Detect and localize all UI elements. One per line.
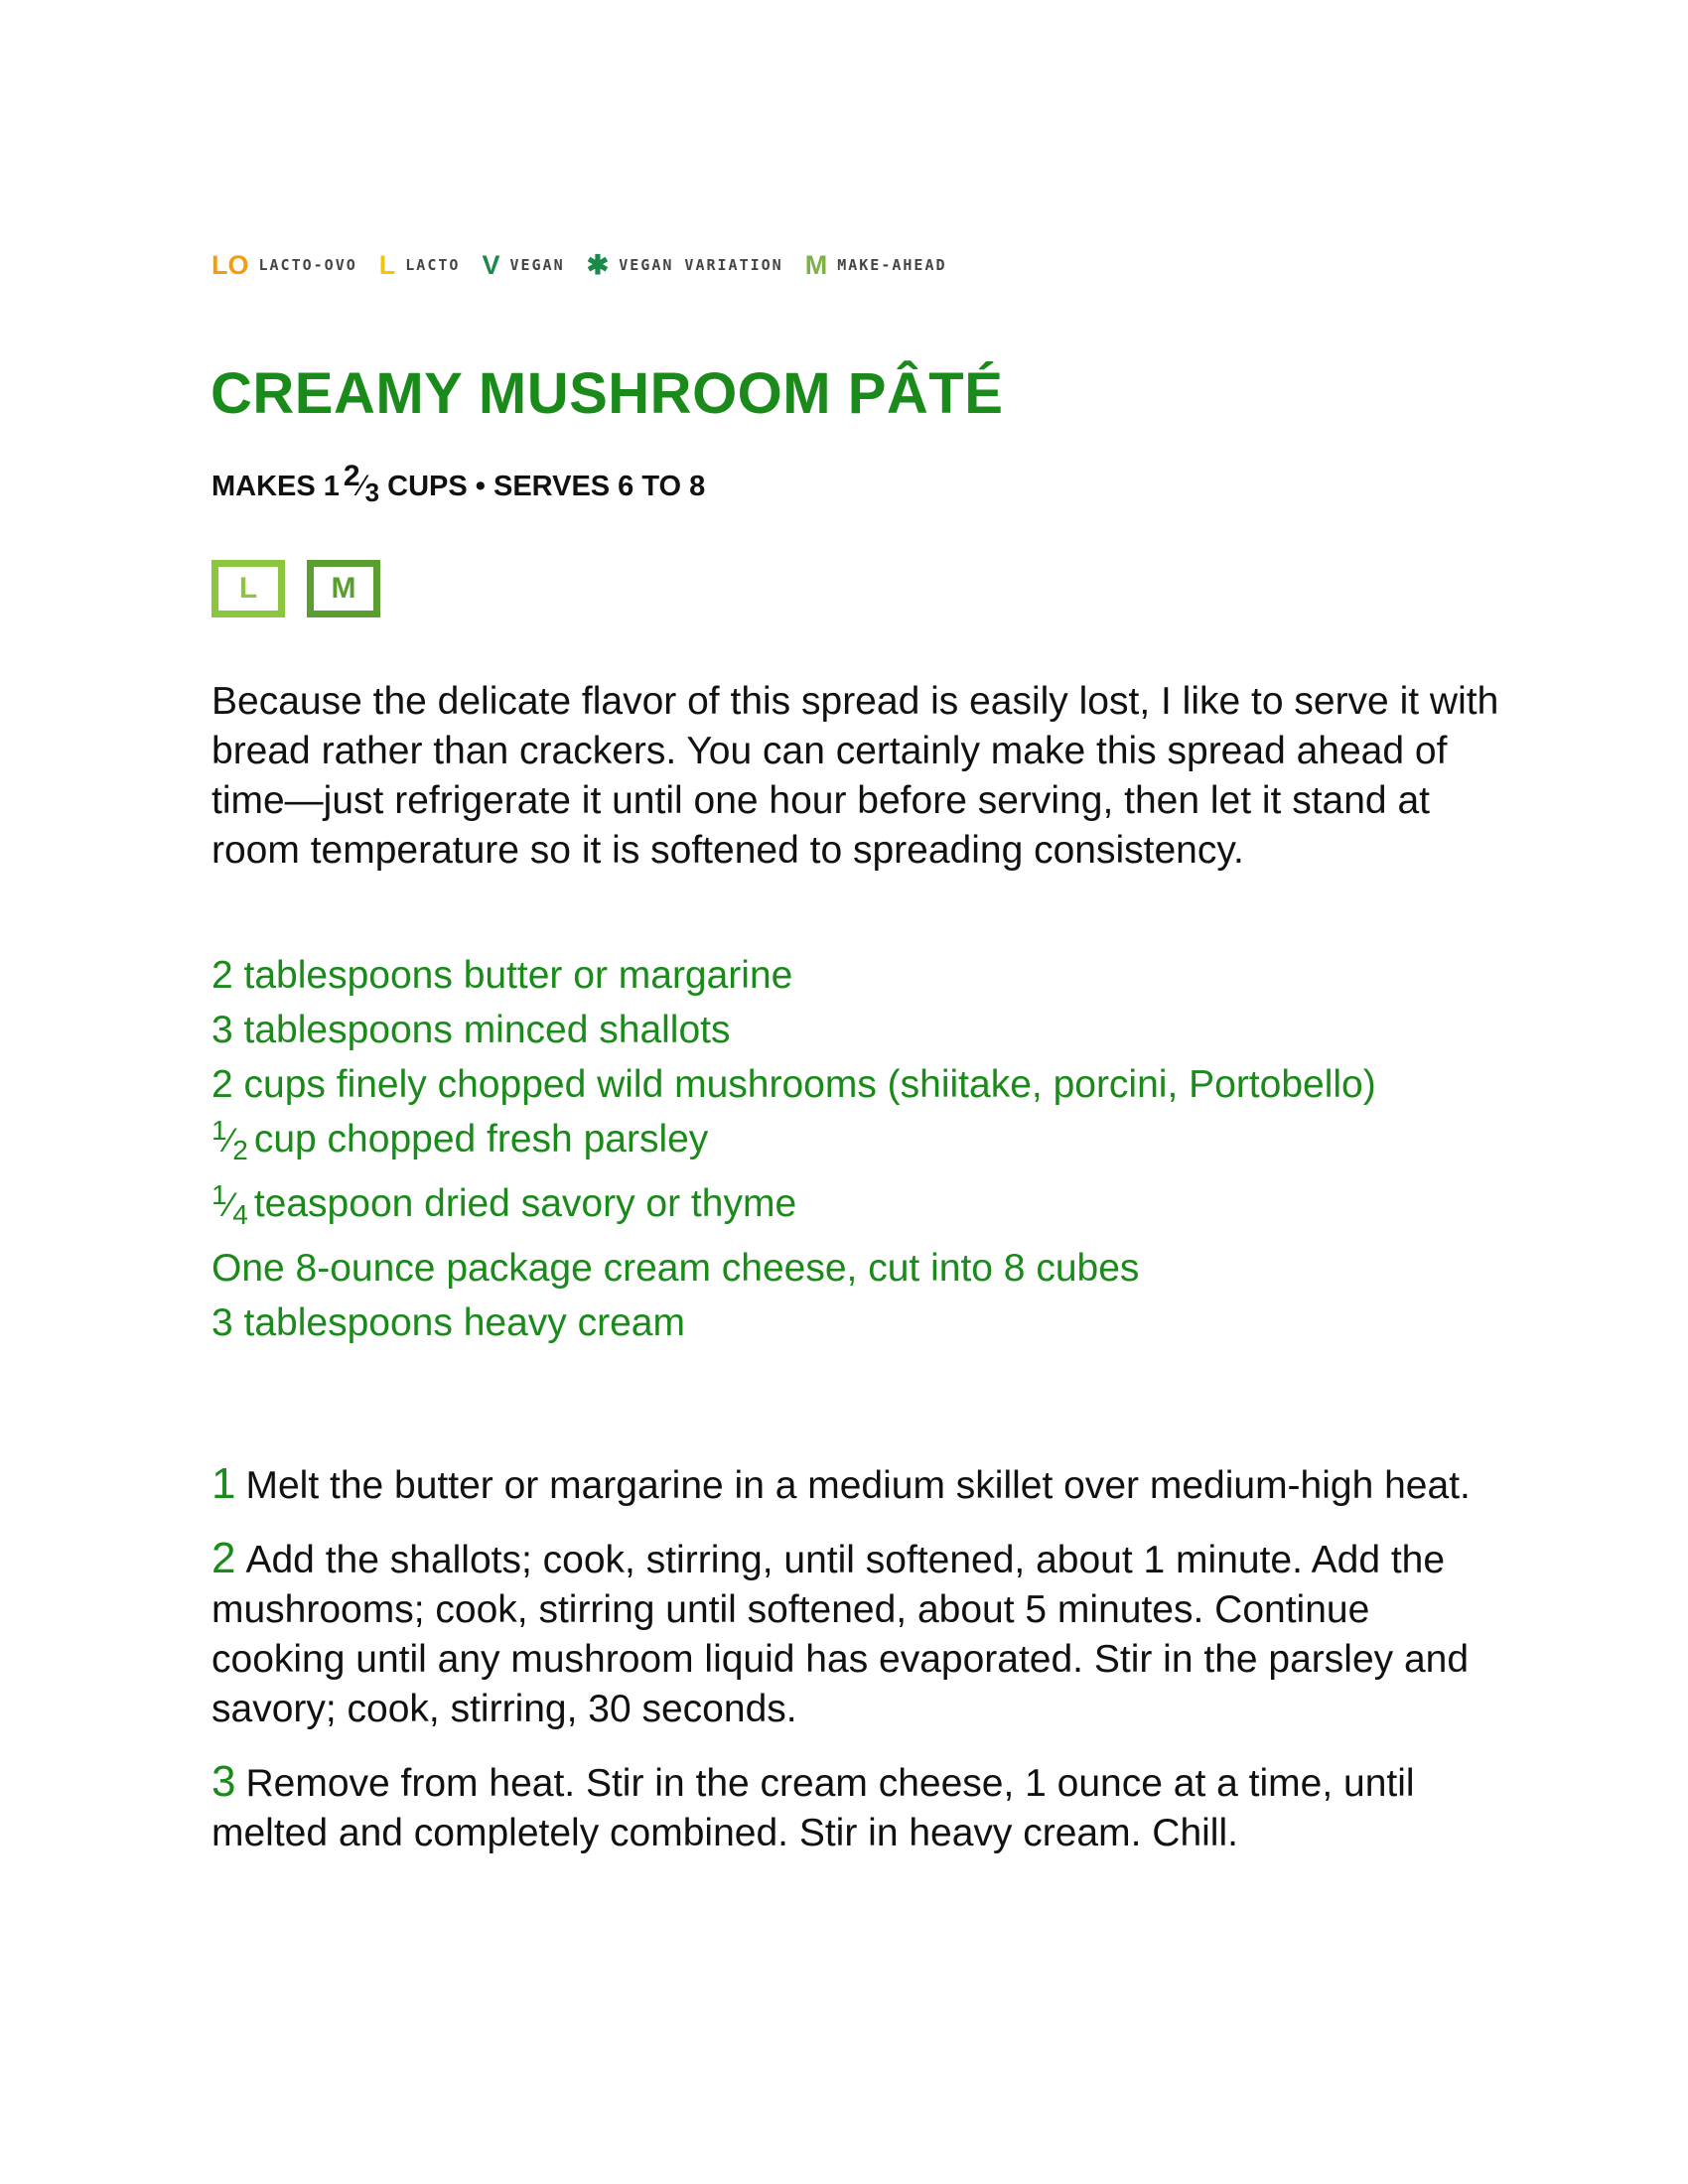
ingredient-list xyxy=(211,951,1376,1353)
make-ahead-badge-icon xyxy=(307,560,380,617)
legend-label: VEGAN VARIATION xyxy=(619,256,783,274)
make-ahead-icon: M xyxy=(804,250,828,280)
step-item xyxy=(211,1459,1502,1511)
diet-legend xyxy=(211,250,969,280)
step-number: 2 xyxy=(211,1534,236,1582)
ingredient-fraction xyxy=(211,1115,248,1167)
yield-fraction-denominator: 3 xyxy=(364,478,380,507)
badge-letter: L xyxy=(218,567,278,611)
ingredient-item: 2 tablespoons butter or margarine xyxy=(211,954,793,997)
ingredient-item xyxy=(211,1115,1376,1179)
fraction-numerator: 1 xyxy=(211,1115,227,1146)
ingredient-item xyxy=(211,1179,1376,1244)
ingredient-fraction xyxy=(211,1179,248,1232)
recipe-yield xyxy=(211,460,706,507)
legend-label: LACTO xyxy=(405,256,461,274)
ingredient-item: 2 cups finely chopped wild mushrooms (shiitake, porcini, Portobello) xyxy=(211,1063,1376,1106)
legend-label: LACTO-OVO xyxy=(258,256,357,274)
ingredient-text: cup chopped fresh parsley xyxy=(253,1118,709,1160)
asterisk-icon: ✱ xyxy=(586,250,610,280)
ingredient-item: One 8-ounce package cream cheese, cut into 8 cubes xyxy=(211,1247,1140,1290)
step-text: Melt the butter or margarine in a medium skillet over medium-high heat. xyxy=(245,1464,1471,1507)
lacto-ovo-icon: LO xyxy=(211,250,249,280)
instruction-steps xyxy=(211,1459,1502,1881)
step-item xyxy=(211,1757,1502,1858)
ingredient-item: 3 tablespoons heavy cream xyxy=(211,1301,685,1344)
step-text: Add the shallots; cook, stirring, until softened, about 1 minute. Add the mushrooms; cook, stirring until softened, about 5 minutes. Continue cooking until any mushroom liquid has evaporated. Stir in the parsley and savory; cook, stirring, 30 seconds. xyxy=(211,1539,1470,1730)
fraction-denominator: 2 xyxy=(232,1135,248,1165)
lacto-badge-icon xyxy=(211,560,285,617)
recipe-intro: Because the delicate flavor of this spread is easily lost, I like to serve it with bread rather than crackers. You can certainly make this spread ahead of time—just refrigerate it until one hour before serving, then let it stand at room temperature so it is softened to spreading consistency. xyxy=(211,680,1499,872)
yield-fraction-slash: ⁄ xyxy=(359,470,365,502)
step-number: 3 xyxy=(211,1757,236,1806)
legend-label: VEGAN xyxy=(509,256,565,274)
diet-badges xyxy=(211,560,380,617)
ingredient-item: 3 tablespoons minced shallots xyxy=(211,1009,731,1051)
legend-item-vegan-variation xyxy=(587,250,783,280)
yield-fraction-numerator: 2 xyxy=(343,460,360,492)
fraction-slash: ⁄ xyxy=(226,1122,233,1160)
vegan-icon: V xyxy=(482,250,500,280)
legend-item-lacto-ovo xyxy=(211,250,357,280)
legend-item-lacto xyxy=(379,250,461,280)
badge-letter: M xyxy=(314,567,373,611)
step-item xyxy=(211,1534,1502,1734)
recipe-title: CREAMY MUSHROOM PÂTÉ xyxy=(211,361,1004,426)
fraction-denominator: 4 xyxy=(232,1199,248,1230)
yield-suffix: CUPS • SERVES 6 TO 8 xyxy=(387,471,706,502)
fraction-slash: ⁄ xyxy=(226,1186,233,1224)
yield-prefix: MAKES 1 xyxy=(211,471,340,502)
legend-item-vegan xyxy=(482,250,564,280)
legend-item-make-ahead xyxy=(805,250,947,280)
fraction-numerator: 1 xyxy=(211,1179,227,1210)
step-text: Remove from heat. Stir in the cream cheese, 1 ounce at a time, until melted and completely combined. Stir in heavy cream. Chill. xyxy=(211,1762,1415,1854)
lacto-icon: L xyxy=(378,250,396,280)
step-number: 1 xyxy=(211,1459,236,1508)
legend-label: MAKE-AHEAD xyxy=(837,256,947,274)
ingredient-text: teaspoon dried savory or thyme xyxy=(253,1182,797,1225)
